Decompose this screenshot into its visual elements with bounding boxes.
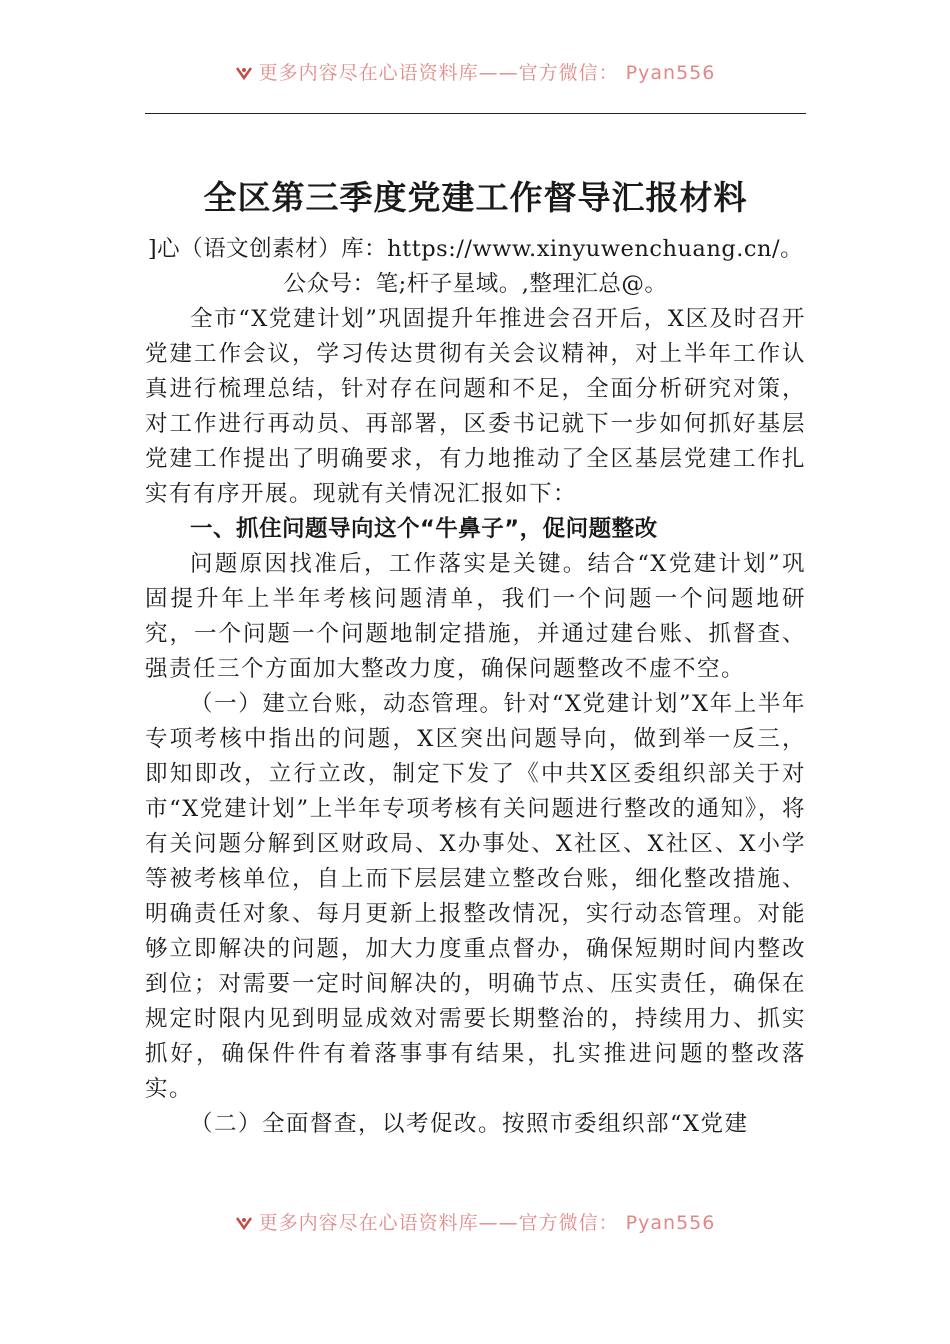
watermark-logo-icon — [235, 65, 253, 81]
watermark-logo-icon — [235, 1215, 253, 1231]
header-divider — [145, 113, 806, 114]
watermark-text: 更多内容尽在心语资料库——官方微信： Pyan556 — [258, 1212, 716, 1234]
document-body — [145, 232, 806, 1142]
watermark-bottom — [0, 1208, 950, 1235]
watermark-text: 更多内容尽在心语资料库——官方微信： Pyan556 — [258, 62, 716, 84]
document-title: 全区第三季度党建工作督导汇报材料 — [203, 178, 748, 217]
section-1-heading: 一、抓住问题导向这个“牛鼻子”，促问题整改 — [190, 516, 658, 542]
subsection-1-paragraph: （一）建立台账，动态管理。针对“X党建计划”X年上半年专项考核中指出的问题，X区突出问题导向，做到举一反三，即知即改，立行立改，制定下发了《中共X区委组织部关于对市“X党建计划”上半年专项考核有关问题进行整改的通知》，将有关问题分解到区财政局、X办事处、X社区、X社区、X小学等被考核单位，自上而下层层建立整改台账，细化整改措施、明确责任对象、每月更新上报整改情况，实行动态管理。对能够立即解决的问题，加大力度重点督办，确保短期时间内整改到位；对需要一定时间解决的，明确节点、压实责任，确保在规定时限内见到明显成效对需要长期整治的，持续用力、抓实抓好，确保件件有着落事事有结果，扎实推进问题的整改落实。 — [145, 691, 806, 1102]
watermark-top — [0, 58, 950, 85]
intro-paragraph: 全市“X党建计划”巩固提升年推进会召开后，X区及时召开党建工作会议，学习传达贯彻有关会议精神，对上半年工作认真进行梳理总结，针对存在问题和不足，全面分析研究对策，对工作进行再动员、再部署，区委书记就下一步如何抓好基层党建工作提出了明确要求，有力地推动了全区基层党建工作扎实有有序开展。现就有关情况汇报如下： — [145, 306, 806, 507]
source-line: ]心（语文创素材）库：https://www.xinyuwenchuang.cn/。公众号：笔;杆子星域。,整理汇总@。 — [147, 236, 804, 297]
subsection-2-paragraph: （二）全面督查，以考促改。按照市委组织部“X党建 — [190, 1111, 749, 1137]
section-1-paragraph: 问题原因找准后，工作落实是关键。结合“X党建计划”巩固提升年上半年考核问题清单，我们一个问题一个问题地研究，一个问题一个问题地制定措施，并通过建台账、抓督查、强责任三个方面加大整改力度，确保问题整改不虚不空。 — [145, 551, 806, 682]
